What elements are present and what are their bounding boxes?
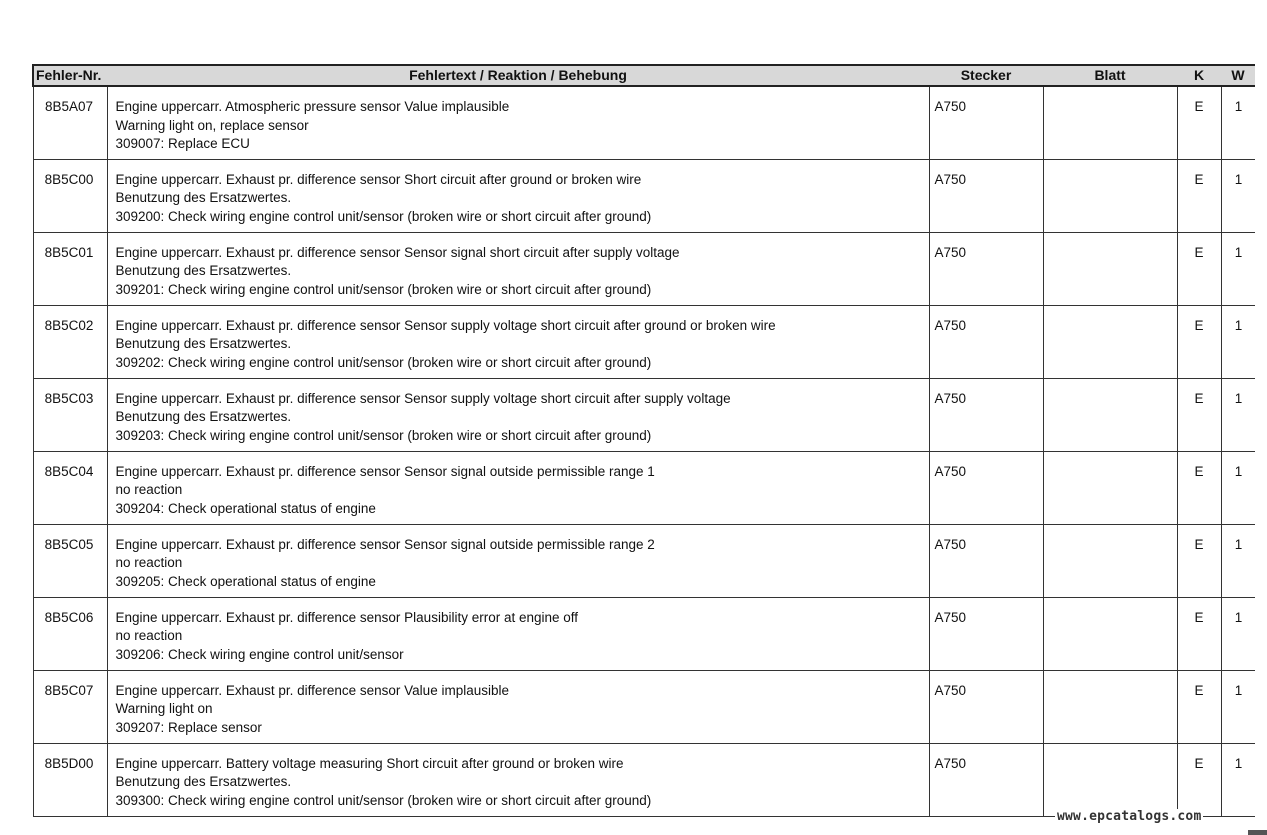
fault-code-table [32,64,1255,817]
sheet-cell [1043,524,1177,597]
fault-number: 8B5C03 [33,378,107,451]
sheet-cell [1043,232,1177,305]
sheet-cell [1043,159,1177,232]
sheet-cell [1043,86,1177,159]
fault-description [107,378,929,451]
sheet-cell [1043,597,1177,670]
w-value: 1 [1221,451,1255,524]
fault-description-line: 309202: Check wiring engine control unit/sensor (broken wire or short circuit after ground) [115,354,652,370]
fault-description-line: Engine uppercarr. Exhaust pr. difference sensor Sensor signal outside permissible range 1 [115,463,655,479]
table-row [33,524,1255,597]
w-value: 1 [1221,743,1255,816]
fault-description-line: Benutzung des Ersatzwertes. [115,336,292,352]
w-value: 1 [1221,524,1255,597]
fault-description [107,451,929,524]
k-value: E [1177,597,1221,670]
fault-description-line: 309201: Check wiring engine control unit/sensor (broken wire or short circuit after ground) [115,281,652,297]
sheet-cell [1043,743,1177,816]
watermark-text: www.epcatalogs.com [1057,809,1202,824]
corner-mark [1248,830,1267,835]
fault-number: 8B5C04 [33,451,107,524]
table-row [33,597,1255,670]
fault-description-line: Benutzung des Ersatzwertes. [115,190,292,206]
header-w: W [1221,65,1255,86]
table-row [33,159,1255,232]
k-value: E [1177,524,1221,597]
fault-description-line: no reaction [115,482,183,498]
w-value: 1 [1221,378,1255,451]
fault-description-line: 309300: Check wiring engine control unit/sensor (broken wire or short circuit after ground) [115,792,652,808]
fault-description [107,597,929,670]
header-k: K [1177,65,1221,86]
fault-description-line: no reaction [115,555,183,571]
fault-description [107,670,929,743]
connector-code: A750 [929,378,1043,451]
k-value: E [1177,232,1221,305]
fault-description-line: Benutzung des Ersatzwertes. [115,774,292,790]
header-blatt: Blatt [1043,65,1177,86]
fault-description-line: 309207: Replace sensor [115,719,262,735]
fault-description-line: 309206: Check wiring engine control unit/sensor [115,646,404,662]
fault-description-line: 309204: Check operational status of engine [115,500,376,516]
w-value: 1 [1221,86,1255,159]
connector-code: A750 [929,305,1043,378]
fault-description-line: Engine uppercarr. Exhaust pr. difference sensor Value implausible [115,682,509,698]
connector-code: A750 [929,743,1043,816]
fault-number: 8B5C05 [33,524,107,597]
fault-number: 8B5C00 [33,159,107,232]
fault-description-line: no reaction [115,628,183,644]
table-row [33,86,1255,159]
table-row [33,451,1255,524]
fault-description-line: 309200: Check wiring engine control unit/sensor (broken wire or short circuit after ground) [115,208,652,224]
fault-description-line: Engine uppercarr. Exhaust pr. difference sensor Sensor signal short circuit after supply voltage [115,244,680,260]
fault-description-line: 309203: Check wiring engine control unit/sensor (broken wire or short circuit after ground) [115,427,652,443]
k-value: E [1177,670,1221,743]
connector-code: A750 [929,670,1043,743]
fault-description [107,86,929,159]
w-value: 1 [1221,670,1255,743]
table-row [33,232,1255,305]
fault-description [107,305,929,378]
fault-number: 8B5D00 [33,743,107,816]
connector-code: A750 [929,451,1043,524]
connector-code: A750 [929,232,1043,305]
w-value: 1 [1221,597,1255,670]
w-value: 1 [1221,305,1255,378]
fault-description [107,232,929,305]
fault-number: 8B5A07 [33,86,107,159]
header-stecker: Stecker [929,65,1043,86]
fault-number: 8B5C02 [33,305,107,378]
sheet-cell [1043,670,1177,743]
table-row [33,743,1255,816]
fault-description-line: Engine uppercarr. Battery voltage measuring Short circuit after ground or broken wire [115,755,624,771]
k-value: E [1177,305,1221,378]
table-row [33,670,1255,743]
fault-description-line: 309205: Check operational status of engine [115,573,376,589]
w-value: 1 [1221,232,1255,305]
fault-number: 8B5C06 [33,597,107,670]
fault-description-line: Engine uppercarr. Exhaust pr. difference sensor Short circuit after ground or broken wire [115,171,642,187]
sheet-cell [1043,451,1177,524]
connector-code: A750 [929,86,1043,159]
fault-description-line: Engine uppercarr. Exhaust pr. difference sensor Sensor supply voltage short circuit after ground or broken wire [115,317,776,333]
fault-description [107,743,929,816]
w-value: 1 [1221,159,1255,232]
fault-description-line: Warning light on, replace sensor [115,117,309,133]
fault-description [107,524,929,597]
table-row [33,378,1255,451]
connector-code: A750 [929,159,1043,232]
fault-description-line: Benutzung des Ersatzwertes. [115,263,292,279]
fault-description-line: 309007: Replace ECU [115,136,250,152]
connector-code: A750 [929,524,1043,597]
fault-description [107,159,929,232]
table-body [33,86,1255,816]
sheet-cell [1043,305,1177,378]
sheet-cell [1043,378,1177,451]
k-value: E [1177,743,1221,816]
fault-description-line: Engine uppercarr. Exhaust pr. difference sensor Sensor signal outside permissible range 2 [115,536,655,552]
fault-description-line: Engine uppercarr. Exhaust pr. difference sensor Plausibility error at engine off [115,609,579,625]
table-row [33,305,1255,378]
fault-number: 8B5C01 [33,232,107,305]
fault-description-line: Warning light on [115,701,213,717]
header-fehlertext: Fehlertext / Reaktion / Behebung [107,65,929,86]
connector-code: A750 [929,597,1043,670]
fault-number: 8B5C07 [33,670,107,743]
fault-description-line: Engine uppercarr. Atmospheric pressure sensor Value implausible [115,99,510,114]
header-fehler-nr: Fehler-Nr. [33,65,107,86]
k-value: E [1177,86,1221,159]
k-value: E [1177,378,1221,451]
k-value: E [1177,451,1221,524]
fault-description-line: Engine uppercarr. Exhaust pr. difference sensor Sensor supply voltage short circuit after supply voltage [115,390,731,406]
table-header [33,65,1255,86]
fault-description-line: Benutzung des Ersatzwertes. [115,409,292,425]
fault-code-table-container [32,64,1255,825]
k-value: E [1177,159,1221,232]
